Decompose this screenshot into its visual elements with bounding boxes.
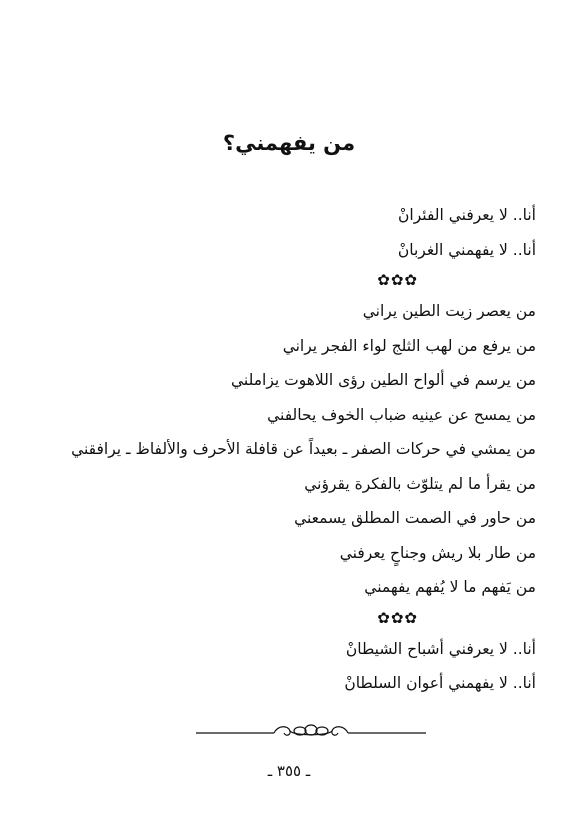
stanza-separator: ✿✿✿: [377, 271, 418, 289]
poem-line: من حاور في الصمت المطلق يسمعني: [294, 509, 536, 527]
poem-line: أنا.. لا يعرفني الفئرانْ: [398, 206, 536, 224]
poem-line: من يمسح عن عينيه ضباب الخوف يحالفني: [267, 405, 536, 424]
poem-line: من يقرأ ما لم يتلوّث بالفكرة يقرؤني: [304, 474, 536, 493]
poem-line: أنا.. لا يفهمني الغربانْ: [397, 240, 536, 259]
poem-body: [36, 198, 536, 701]
decorative-ornament-icon: [194, 718, 428, 742]
poem-line: من يرفع من لهب الثلج لواء الفجر يراني: [282, 336, 536, 355]
poem-title: من يفهمني؟: [222, 131, 356, 155]
poem-line: من يَفهم ما لا يُفهم يفهمني: [364, 578, 536, 596]
poem-line: من يمشي في حركات الصفر ـ بعيداً عن قافلة الأحرف والألفاظ ـ يرافقني: [71, 440, 536, 458]
page-number: ـ ٣٥٥ ـ: [267, 762, 311, 780]
stanza-separator: ✿✿✿: [377, 608, 418, 627]
poem-line: من طار بلا ريش وجناحٍ يعرفني: [339, 543, 536, 562]
poem-line: أنا.. لا يعرفني أشباح الشيطانْ: [345, 639, 536, 658]
poem-line: أنا.. لا يفهمني أعوان السلطانْ: [344, 674, 536, 692]
poem-line: من يرسم في ألواح الطين رؤى اللاهوت يزاملني: [230, 371, 536, 389]
poem-line: من يعصر زيت الطين يراني: [362, 302, 536, 320]
